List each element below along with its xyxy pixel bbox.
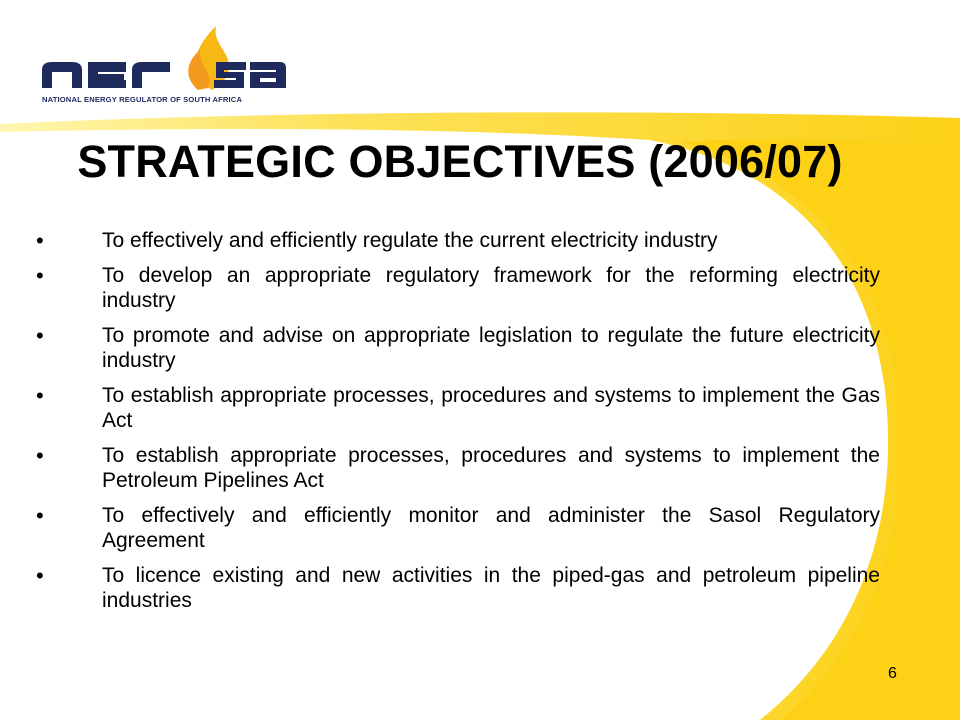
objective-text: To licence existing and new activities in the piped-gas and petroleum pipeline industries [102,564,880,612]
objective-item [0,383,900,433]
logo-tagline: NATIONAL ENERGY REGULATOR OF SOUTH AFRICA [42,95,243,104]
objective-item [0,443,900,493]
objective-text: To effectively and efficiently regulate the current electricity industry [102,229,718,252]
bullet-icon: • [36,228,44,253]
objective-text: To develop an appropriate regulatory framework for the reforming electricity industry [102,264,880,312]
objective-text: To effectively and efficiently monitor and administer the Sasol Regulatory Agreement [102,504,880,552]
bullet-icon: • [36,263,44,288]
nersa-logo-graphic [38,8,288,106]
nersa-logo [38,8,288,106]
page-number: 6 [888,665,897,682]
bullet-icon: • [36,383,44,408]
bullet-icon: • [36,563,44,588]
bullet-icon: • [36,323,44,348]
objectives-list [0,228,900,623]
objective-item [0,263,900,313]
objective-item [0,323,900,373]
bullet-icon: • [36,503,44,528]
objective-item [0,228,900,253]
objective-item [0,503,900,553]
bullet-icon: • [36,443,44,468]
objective-text: To establish appropriate processes, procedures and systems to implement the Gas Act [102,384,880,432]
objective-text: To establish appropriate processes, procedures and systems to implement the Petroleum Pipelines Act [102,444,880,492]
objective-text: To promote and advise on appropriate legislation to regulate the future electricity industry [102,324,880,372]
slide-title: STRATEGIC OBJECTIVES (2006/07) [77,136,843,187]
objective-item [0,563,900,613]
